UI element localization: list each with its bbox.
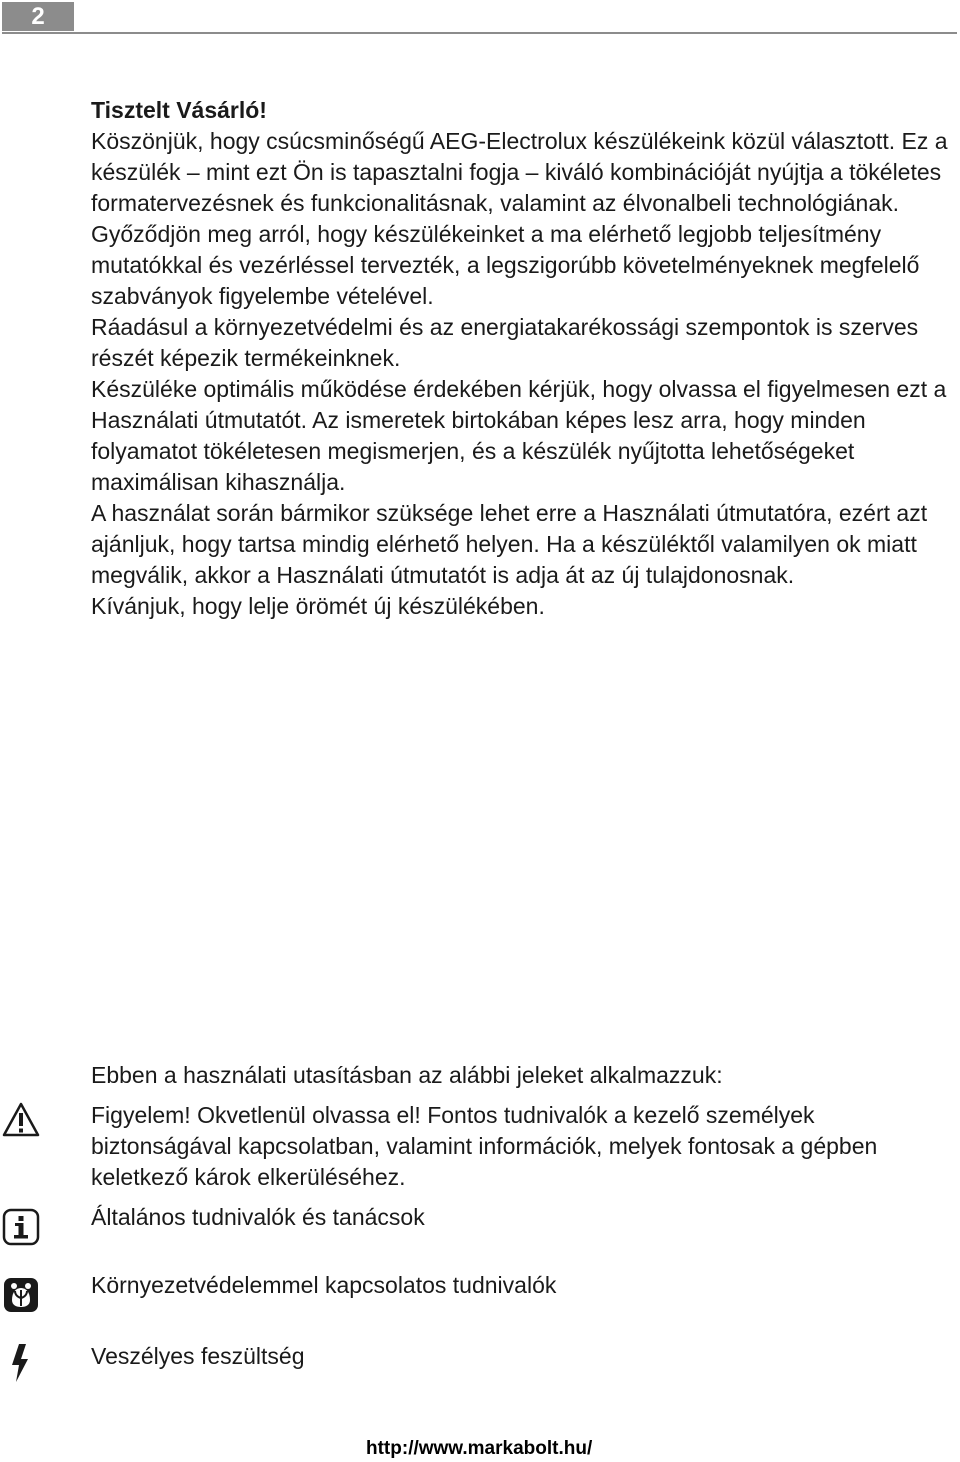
intro-paragraph: Ráadásul a környezetvédelmi és az energiatakarékossági szempontok is szerves részét képezik termékeinknek. — [91, 314, 919, 371]
intro-text-block — [91, 126, 956, 622]
legend-intro: Ebben a használati utasításban az alábbi jeleket alkalmazzuk: — [91, 1062, 723, 1088]
intro-paragraph: Készüléke optimális működése érdekében kérjük, hogy olvassa el figyelmesen ezt a Használati útmutatót. Az ismeretek birtokában képes lesz arra, hogy minden folyamatot tökéletesen megismerjen, és a készülék nyűjtotta lehetőségeket maximálisan kihasználja. — [91, 376, 947, 495]
intro-paragraph: A használat során bármikor szüksége lehet erre a Használati útmutatóra, ezért azt ajánljuk, hogy tartsa mindig elérhető helyen. Ha a készüléktől valamilyen ok miatt megválik, akkor a Használati útmutatót is adja át az új tulajdonosnak. — [91, 500, 928, 588]
header-divider — [2, 32, 957, 34]
greeting-heading: Tisztelt Vásárló! — [91, 97, 267, 123]
high-voltage-icon — [2, 1342, 40, 1384]
legend-item-environment: Környezetvédelemmel kapcsolatos tudnivalók — [91, 1272, 557, 1298]
intro-paragraph: Kívánjuk, hogy lelje örömét új készülékében. — [91, 593, 545, 619]
legend-item-info: Általános tudnivalók és tanácsok — [91, 1204, 425, 1230]
footer-url[interactable]: http://www.markabolt.hu/ — [366, 1438, 593, 1459]
legend-item-voltage: Veszélyes feszültség — [91, 1343, 305, 1369]
legend-item-warning: Figyelem! Okvetlenül olvassa el! Fontos tudnivalók a kezelő személyek biztonságával kapcsolatban, valamint információk, melyek fontosak a gépben keletkező károk elkerüléséhez. — [91, 1102, 878, 1190]
warning-triangle-icon — [2, 1101, 40, 1139]
intro-paragraph: Köszönjük, hogy csúcsminőségű AEG-Electrolux készülékeink közül választott. Ez a készülék – mint ezt Ön is tapasztalni fogja – kiváló kombinációját nyújtja a tökéletes formatervezésnek és funkcionalitásnak, valamint az élvonalbeli technológiának. — [91, 128, 948, 216]
page-number: 2 — [31, 3, 45, 30]
page-number-badge — [2, 2, 74, 31]
intro-paragraph: Győződjön meg arról, hogy készülékeinket a ma elérhető legjobb teljesítmény mutatókkal és vezérléssel tervezték, a legszigorúbb követelményeknek megfelelő szabványok figyelembe vételével. — [91, 221, 920, 309]
info-icon — [2, 1208, 40, 1246]
environment-icon — [2, 1276, 40, 1314]
